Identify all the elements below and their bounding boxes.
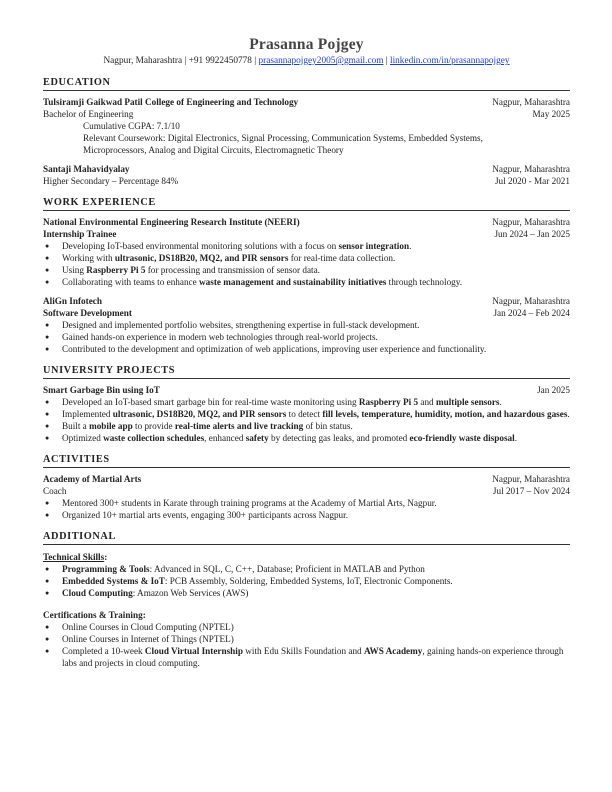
job-date: Jan 2024 – Feb 2024 (493, 308, 570, 318)
list-item: ● Completed a 10-week Cloud Virtual Internship with Edu Skills Foundation and AWS Academy, gaining hands-on experience through labs and projects in cloud computing. (43, 645, 570, 669)
linkedin-link[interactable]: linkedin.com/in/prasannapojgey (389, 56, 510, 66)
section-activities-heading: ACTIVITIES (43, 454, 570, 468)
list-item: ● Programming & Tools: Advanced in SQL, C, C++, Database; Proficient in MATLAB and Python (43, 563, 570, 575)
education-entry-2 (43, 163, 570, 175)
job-role: Software Development (43, 308, 132, 318)
degree-row (43, 108, 570, 120)
list-item: ● Developing IoT-based environmental monitoring solutions with a focus on sensor integration. (43, 240, 570, 252)
school-name: Tulsiramji Gaikwad Patil College of Engineering and Technology (43, 97, 299, 107)
list-item: ● Collaborating with teams to enhance waste management and sustainability initiatives through technology. (43, 276, 570, 288)
coursework: Relevant Coursework: Digital Electronics, Signal Processing, Communication Systems, Embedded Systems, (83, 133, 483, 143)
activity-bullets (43, 497, 570, 521)
section-additional-heading: ADDITIONAL (43, 531, 570, 545)
section-experience-heading: WORK EXPERIENCE (43, 197, 570, 211)
employer-location: Nagpur, Maharashtra (492, 217, 570, 227)
list-item: ● Working with ultrasonic, DS18B20, MQ2, and PIR sensors for real-time data collection. (43, 252, 570, 264)
list-item: ● Online Courses in Cloud Computing (NPTEL) (43, 621, 570, 633)
list-item: ● Online Courses in Internet of Things (NPTEL) (43, 633, 570, 645)
separator: | (385, 56, 388, 66)
employer-location: Nagpur, Maharashtra (492, 296, 570, 306)
employer: AliGn Infotech (43, 296, 102, 306)
job-role: Internship Trainee (43, 229, 117, 239)
list-item: ● Cloud Computing: Amazon Web Services (AWS) (43, 587, 570, 599)
candidate-name: Prasanna Pojgey (249, 36, 364, 53)
certifications-heading: Certifications & Training: (43, 610, 146, 620)
education-entry-1 (43, 96, 570, 108)
activity-role: Coach (43, 486, 67, 496)
activity-org: Academy of Martial Arts (43, 474, 142, 484)
list-item: ● Implemented ultrasonic, DS18B20, MQ2, and PIR sensors to detect fill levels, temperature, humidity, motion, and hazardous gases. (43, 408, 570, 420)
section-education-heading: EDUCATION (43, 77, 570, 91)
section-projects-heading: UNIVERSITY PROJECTS (43, 365, 570, 379)
cgpa: Cumulative CGPA: 7.1/10 (83, 121, 180, 131)
project-bullets (43, 396, 570, 444)
job-bullets-neeri (43, 240, 570, 288)
degree-date: May 2025 (532, 109, 570, 119)
list-item: ● Using Raspberry Pi 5 for processing and transmission of sensor data. (43, 264, 570, 276)
project-date: Jan 2025 (537, 385, 570, 395)
school-location: Nagpur, Maharashtra (492, 97, 570, 107)
technical-skills-heading: Technical Skills: (43, 552, 108, 562)
degree-row (43, 175, 570, 187)
school-location: Nagpur, Maharashtra (492, 164, 570, 174)
job-role-row (43, 307, 570, 319)
employer: National Environmental Engineering Research Institute (NEERI) (43, 217, 300, 227)
degree-date: Jul 2020 - Mar 2021 (494, 176, 570, 186)
degree: Bachelor of Engineering (43, 109, 134, 119)
job-header-align (43, 295, 570, 307)
project-header (43, 384, 570, 396)
activity-date: Jul 2017 – Nov 2024 (492, 486, 570, 496)
coursework-cont: Microprocessors, Analog and Digital Circuits, Electromagnetic Theory (83, 145, 344, 155)
job-date: Jun 2024 – Jan 2025 (494, 229, 570, 239)
technical-skills-list (43, 563, 570, 599)
activity-role-row (43, 485, 570, 497)
location-phone: Nagpur, Maharashtra | +91 9922450778 | (103, 56, 257, 66)
job-header-neeri (43, 216, 570, 228)
list-item: ● Developed an IoT-based smart garbage bin for real-time waste monitoring using Raspberry Pi 5 and multiple sensors. (43, 396, 570, 408)
list-item: ● Optimized waste collection schedules, enhanced safety by detecting gas leaks, and promoted eco-friendly waste disposal. (43, 432, 570, 444)
list-item: ● Built a mobile app to provide real-time alerts and live tracking of bin status. (43, 420, 570, 432)
list-item: ● Gained hands-on experience in modern web technologies through real-world projects. (43, 331, 570, 343)
job-bullets-align (43, 319, 570, 355)
list-item: ● Organized 10+ martial arts events, engaging 300+ participants across Nagpur. (43, 509, 570, 521)
job-role-row (43, 228, 570, 240)
email-link[interactable]: prasannapojgey2005@gmail.com (258, 56, 384, 66)
list-item: ● Contributed to the development and optimization of web applications, improving user experience and functionality. (43, 343, 570, 355)
activity-header (43, 473, 570, 485)
contact-line (43, 55, 570, 67)
list-item: ● Mentored 300+ students in Karate through training programs at the Academy of Martial Arts, Nagpur. (43, 497, 570, 509)
school-name: Santaji Mahavidyalay (43, 164, 130, 174)
list-item: ● Embedded Systems & IoT: PCB Assembly, Soldering, Embedded Systems, IoT, Electronic Components. (43, 575, 570, 587)
activity-location: Nagpur, Maharashtra (492, 474, 570, 484)
certifications-list (43, 621, 570, 669)
project-name: Smart Garbage Bin using IoT (43, 385, 160, 395)
resume-page (43, 36, 570, 669)
degree: Higher Secondary – Percentage 84% (43, 176, 179, 186)
list-item: ● Designed and implemented portfolio websites, strengthening expertise in full-stack development. (43, 319, 570, 331)
